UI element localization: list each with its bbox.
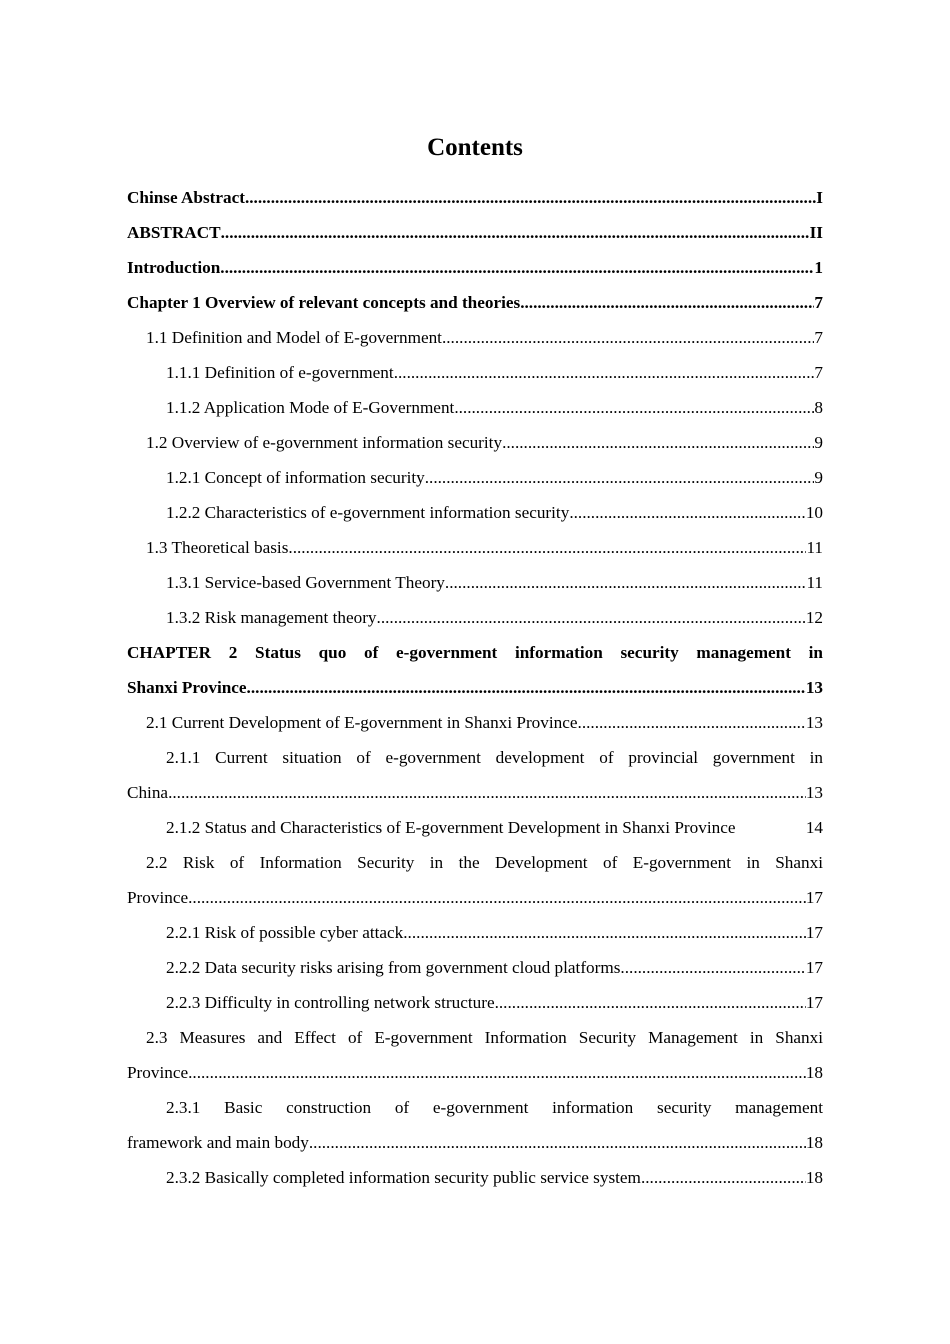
toc-entry-title: 1.3 Theoretical basis (146, 538, 289, 557)
toc-entry-page: I (816, 188, 823, 207)
toc-leader-dots (620, 950, 805, 985)
toc-entry-title: 2.2.2 Data security risks arising from government cloud platforms (166, 958, 621, 977)
toc-leader-dots (578, 705, 806, 740)
toc-entry-title: 2.2.3 Difficulty in controlling network structure (166, 993, 495, 1012)
toc-entry-page: 13 (805, 783, 823, 802)
toc-entry-title-line1: 2.3.1 Basic construction of e-government information security management (166, 1098, 823, 1117)
toc-entry-title: 2.1 Current Development of E-government in Shanxi Province (146, 713, 578, 732)
toc-entry-page: 14 (805, 818, 823, 837)
toc-entry-title: 1.1 Definition and Model of E-government (146, 328, 442, 347)
toc-entry-title: 2.3.2 Basically completed information security public service system (166, 1168, 641, 1187)
toc-leader-dots (188, 880, 806, 915)
toc-entry-page: 7 (814, 328, 823, 347)
toc-leader-dots (377, 600, 806, 635)
toc-leader-dots (394, 355, 815, 390)
toc-entry-title-line2: Shanxi Province (127, 678, 247, 697)
toc-entry[interactable] (127, 285, 823, 320)
toc-entry-title-line1: CHAPTER 2 Status quo of e-government information security management in (127, 643, 823, 662)
page-title: Contents (427, 134, 523, 161)
toc-entry[interactable] (127, 180, 823, 215)
toc-entry-title: 1.1.2 Application Mode of E-Government (166, 398, 455, 417)
toc-entry[interactable] (127, 565, 823, 600)
toc-entry[interactable] (127, 355, 823, 390)
toc-entry-page: 17 (805, 993, 823, 1012)
toc-entry-title: Introduction (127, 258, 221, 277)
toc-leader-dots (221, 215, 810, 250)
toc-entry-page: 17 (805, 888, 823, 907)
toc-leader-dots (403, 915, 806, 950)
toc-leader-dots (220, 250, 814, 285)
toc-entry-page: 18 (805, 1133, 823, 1152)
toc-entry-page: 18 (805, 1168, 823, 1187)
toc-entry-page: 10 (805, 503, 823, 522)
toc-entry-title: 1.3.2 Risk management theory (166, 608, 377, 627)
toc-leader-dots (247, 670, 806, 705)
toc-entry-title-line2: China (127, 783, 169, 802)
toc-entry[interactable] (127, 705, 823, 740)
toc-entry-title: 1.2.2 Characteristics of e-government information security (166, 503, 570, 522)
toc-entry[interactable] (127, 215, 823, 250)
toc-entry[interactable] (127, 390, 823, 425)
toc-entry[interactable] (127, 740, 823, 810)
toc-entry[interactable] (127, 250, 823, 285)
toc-entry-title-line2: Province (127, 888, 189, 907)
toc-leader-dots (168, 775, 806, 810)
toc-leader-dots (245, 180, 816, 215)
toc-entry-page: 18 (805, 1063, 823, 1082)
toc-entry[interactable] (127, 915, 823, 950)
toc-entry[interactable] (127, 1160, 823, 1195)
toc-entry-title: ABSTRACT (127, 223, 221, 242)
toc-entry-page: 8 (814, 398, 823, 417)
toc-entry[interactable] (127, 425, 823, 460)
toc-leader-dots (495, 985, 806, 1020)
toc-entry-page: 1 (814, 258, 823, 277)
toc-entry-page: 13 (805, 713, 823, 732)
toc-leader-dots (520, 285, 814, 320)
toc-entry-page: 12 (805, 608, 823, 627)
toc-entry[interactable] (127, 985, 823, 1020)
toc-entry-title: 1.2 Overview of e-government information security (146, 433, 503, 452)
toc-leader-dots (309, 1125, 806, 1160)
toc-entry-page: 9 (814, 433, 823, 452)
toc-entry-page: 17 (805, 958, 823, 977)
toc-entry-title-line2: framework and main body (127, 1133, 309, 1152)
toc-entry-page: 11 (806, 538, 823, 557)
toc-entry-title-line2: Province (127, 1063, 189, 1082)
toc-entry-page: 7 (814, 363, 823, 382)
toc-leader-dots (502, 425, 814, 460)
toc-entry[interactable] (127, 950, 823, 985)
toc-entry-title: 1.2.1 Concept of information security (166, 468, 425, 487)
table-of-contents (127, 180, 823, 1195)
toc-leader-dots (445, 565, 807, 600)
toc-leader-dots (641, 1160, 806, 1195)
toc-entry[interactable] (127, 320, 823, 355)
toc-entry-page: 9 (814, 468, 823, 487)
toc-entry-page: 7 (814, 293, 823, 312)
toc-entry[interactable] (127, 600, 823, 635)
toc-entry-title-line1: 2.2 Risk of Information Security in the Development of E-government in Shanxi (146, 853, 823, 872)
toc-entry[interactable] (127, 635, 823, 705)
toc-entry-title-line1: 2.3 Measures and Effect of E-government Information Security Management in Shanxi (146, 1028, 823, 1047)
toc-entry-title: 2.1.2 Status and Characteristics of E-government Development in Shanxi Province (166, 818, 736, 837)
toc-entry[interactable] (127, 1020, 823, 1090)
toc-entry-page: II (809, 223, 823, 242)
toc-entry[interactable] (127, 1090, 823, 1160)
toc-leader-dots (569, 495, 806, 530)
toc-entry-title-line1: 2.1.1 Current situation of e-government development of provincial government in (166, 748, 823, 767)
toc-entry-title: 1.1.1 Definition of e-government (166, 363, 394, 382)
toc-leader-dots (188, 1055, 806, 1090)
toc-entry-page: 13 (805, 678, 823, 697)
toc-entry[interactable] (127, 810, 823, 845)
toc-entry-page: 11 (806, 573, 823, 592)
toc-leader-dots (454, 390, 814, 425)
toc-entry-title: 1.3.1 Service-based Government Theory (166, 573, 445, 592)
toc-leader-dots (425, 460, 815, 495)
toc-entry[interactable] (127, 460, 823, 495)
toc-entry[interactable] (127, 530, 823, 565)
toc-entry-title: Chapter 1 Overview of relevant concepts and theories (127, 293, 521, 312)
toc-entry-title: Chinse Abstract (127, 188, 245, 207)
toc-leader-dots (442, 320, 814, 355)
toc-entry-page: 17 (805, 923, 823, 942)
toc-entry-title: 2.2.1 Risk of possible cyber attack (166, 923, 404, 942)
toc-leader-dots (288, 530, 806, 565)
toc-entry[interactable] (127, 495, 823, 530)
toc-entry[interactable] (127, 845, 823, 915)
